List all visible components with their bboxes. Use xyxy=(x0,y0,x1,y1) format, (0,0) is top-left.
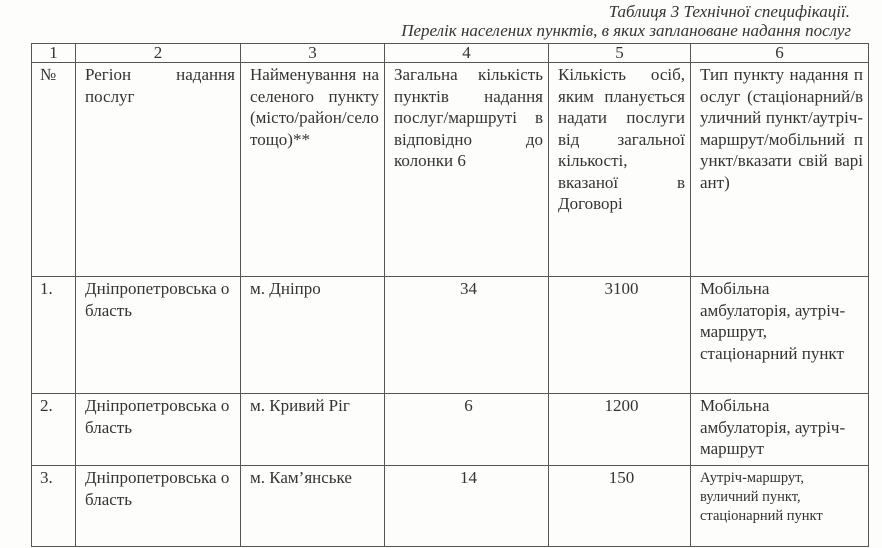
row-region: Дніпропетровська область xyxy=(76,394,241,466)
column-number: 4 xyxy=(385,44,549,63)
row-points: 14 xyxy=(385,466,549,547)
header-settlement: Найменування населеного пункту (місто/район/село тощо)** xyxy=(241,63,385,277)
column-number: 6 xyxy=(691,44,869,63)
table-row xyxy=(32,394,869,466)
header-persons-count: Кількість осіб, яким планується надати послуги від загальної кількості, вказаної в Договорі xyxy=(549,63,691,277)
row-settlement: м. Кривий Ріг xyxy=(241,394,385,466)
header-row xyxy=(32,63,869,277)
row-settlement: м. Кам’янське xyxy=(241,466,385,547)
table-row xyxy=(32,466,869,547)
row-points: 6 xyxy=(385,394,549,466)
column-number: 2 xyxy=(76,44,241,63)
row-persons: 150 xyxy=(549,466,691,547)
row-number: 3. xyxy=(32,466,76,547)
header-number: № xyxy=(32,63,76,277)
row-number: 1. xyxy=(32,277,76,394)
row-region: Дніпропетровська область xyxy=(76,466,241,547)
settlements-table xyxy=(31,43,869,547)
row-type: Аутріч-маршрут, вуличний пункт, стаціонарний пункт xyxy=(691,466,869,547)
row-type: Мобільна амбулаторія, аутріч-маршрут xyxy=(691,394,869,466)
row-settlement: м. Дніпро xyxy=(241,277,385,394)
column-number: 5 xyxy=(549,44,691,63)
row-region: Дніпропетровська область xyxy=(76,277,241,394)
column-number: 3 xyxy=(241,44,385,63)
column-number-row xyxy=(32,44,869,63)
header-points-count: Загальна кількість пунктів надання послуг/маршруті в відповідно до колонки 6 xyxy=(385,63,549,277)
header-point-type: Тип пункту надання послуг (стаціонарний/вуличний пункт/аутріч-маршрут/мобільний пункт/вказати свій варіант) xyxy=(691,63,869,277)
row-type: Мобільна амбулаторія, аутріч-маршрут, стаціонарний пункт xyxy=(691,277,869,394)
row-points: 34 xyxy=(385,277,549,394)
header-region: Регіон надання послуг xyxy=(76,63,241,277)
row-number: 2. xyxy=(32,394,76,466)
table-row xyxy=(32,277,869,394)
row-persons: 1200 xyxy=(549,394,691,466)
column-number: 1 xyxy=(32,44,76,63)
table-caption-title: Таблиця 3 Технічної специфікації. xyxy=(608,2,850,21)
row-persons: 3100 xyxy=(549,277,691,394)
table-caption-subtitle: Перелік населених пунктів, в яких заплановане надання послуг xyxy=(401,21,851,40)
